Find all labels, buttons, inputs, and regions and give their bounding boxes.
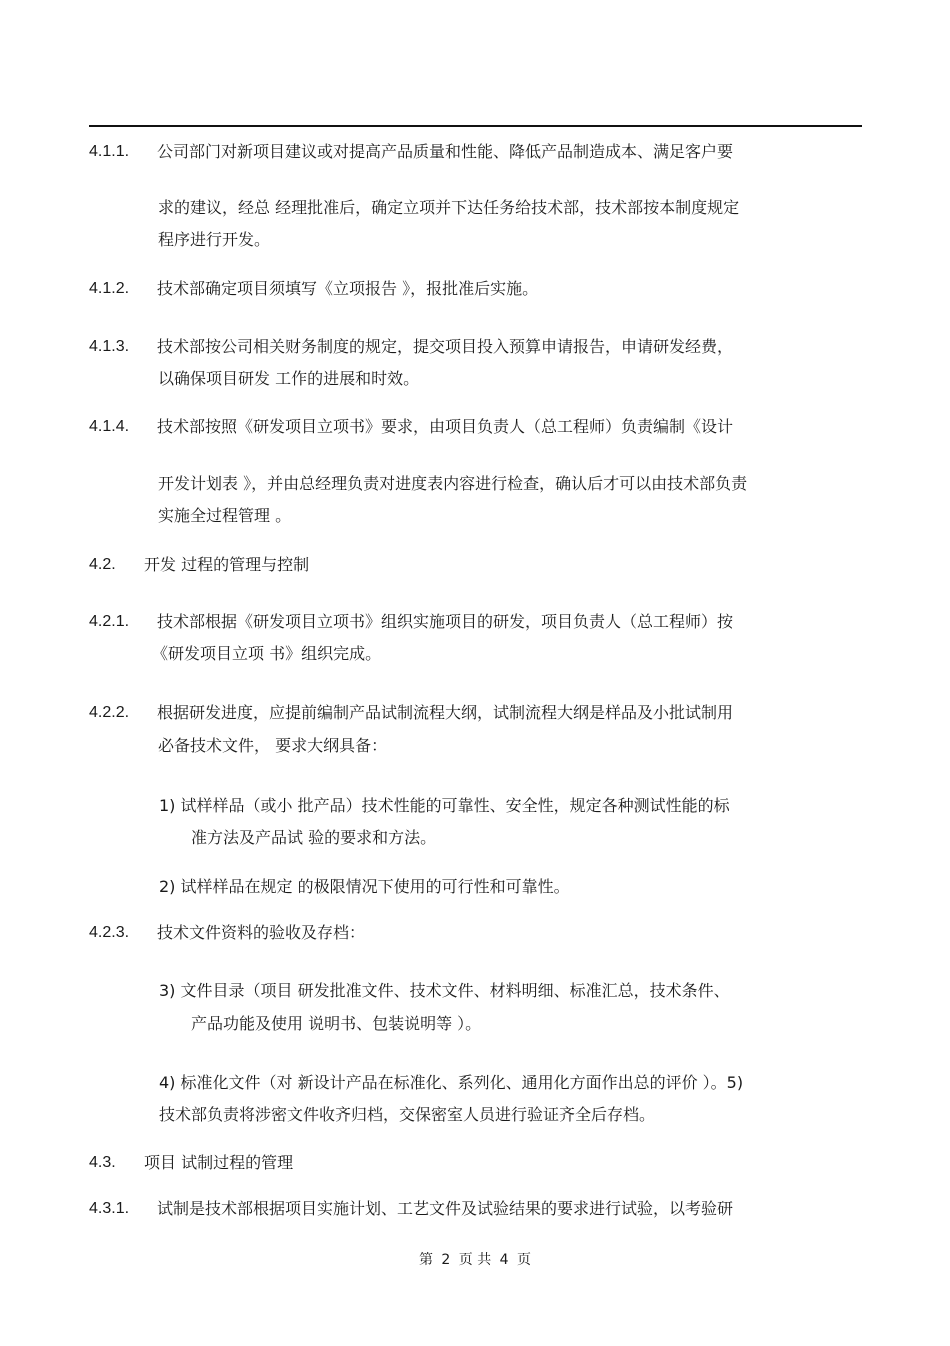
section-number: 4.1.1. xyxy=(89,143,130,160)
section-heading: 开发 过程的管理与控制 xyxy=(144,555,310,574)
list-item-continuation: 技术部负责将涉密文件收齐归档，交保密室人员进行验证齐全后存档。 xyxy=(159,1105,656,1124)
section-number: 4.2.2. xyxy=(89,704,130,721)
paragraph-line: 试制是技术部根据项目实施计划、工艺文件及试验结果的要求进行试验，以考验研 xyxy=(157,1199,734,1218)
section-number: 4.1.2. xyxy=(89,280,130,297)
paragraph-line: 技术部确定项目须填写《立项报告 》，报批准后实施。 xyxy=(157,279,539,298)
paragraph-line: 技术部按照《研发项目立项书》要求，由项目负责人（总工程师）负责编制《设计 xyxy=(157,417,734,436)
paragraph-line: 求的建议，经总 经理批准后，确定立项并下达任务给技术部，技术部按本制度规定 xyxy=(158,198,740,217)
header-rule xyxy=(89,125,862,127)
footer-prefix: 第 xyxy=(418,1252,433,1268)
paragraph-line: 技术文件资料的验收及存档： xyxy=(157,923,366,942)
section-number: 4.2.1. xyxy=(89,613,130,630)
list-item: 1) 试样样品（或小 批产品）技术性能的可靠性、安全性，规定各种测试性能的标 xyxy=(159,796,730,815)
section-number: 4.2. xyxy=(89,556,116,573)
list-item-continuation: 产品功能及使用 说明书、包装说明等 ）。 xyxy=(191,1014,482,1033)
paragraph-line: 实施全过程管理 。 xyxy=(158,506,292,525)
paragraph-line: 程序进行开发。 xyxy=(158,230,271,249)
footer-mid: 页 共 xyxy=(458,1252,492,1268)
page-number: 2 xyxy=(441,1252,451,1268)
paragraph-line: 以确保项目研发 工作的进展和时效。 xyxy=(158,369,420,388)
page-total: 4 xyxy=(499,1252,509,1268)
section-number: 4.1.4. xyxy=(89,418,130,435)
paragraph-line: 《研发项目立项 书》组织完成。 xyxy=(152,644,382,663)
list-item: 2) 试样样品在规定 的极限情况下使用的可行性和可靠性。 xyxy=(159,877,570,896)
paragraph-line: 根据研发进度，应提前编制产品试制流程大纲，试制流程大纲是样品及小批试制用 xyxy=(157,703,734,722)
paragraph-line: 公司部门对新项目建议或对提高产品质量和性能、降低产品制造成本、满足客户要 xyxy=(157,142,734,161)
footer-suffix: 页 xyxy=(517,1252,532,1268)
list-item: 3) 文件目录（项目 研发批准文件、技术文件、材料明细、标准汇总，技术条件、 xyxy=(159,981,730,1000)
section-number: 4.2.3. xyxy=(89,924,130,941)
page-footer xyxy=(0,1250,950,1270)
paragraph-line: 技术部根据《研发项目立项书》组织实施项目的研发，项目负责人（总工程师）按 xyxy=(157,612,734,631)
paragraph-line: 技术部按公司相关财务制度的规定，提交项目投入预算申请报告，申请研发经费， xyxy=(157,337,734,356)
list-item-continuation: 准方法及产品试 验的要求和方法。 xyxy=(191,828,437,847)
list-item: 4) 标准化文件（对 新设计产品在标准化、系列化、通用化方面作出总的评价 ）。5) xyxy=(159,1073,744,1092)
section-heading: 项目 试制过程的管理 xyxy=(144,1153,294,1172)
section-number: 4.3.1. xyxy=(89,1200,130,1217)
section-number: 4.3. xyxy=(89,1154,116,1171)
paragraph-line: 必备技术文件， 要求大纲具备： xyxy=(158,736,388,755)
paragraph-line: 开发计划表 》，并由总经理负责对进度表内容进行检查，确认后才可以由技术部负责 xyxy=(158,474,748,493)
section-number: 4.1.3. xyxy=(89,338,130,355)
